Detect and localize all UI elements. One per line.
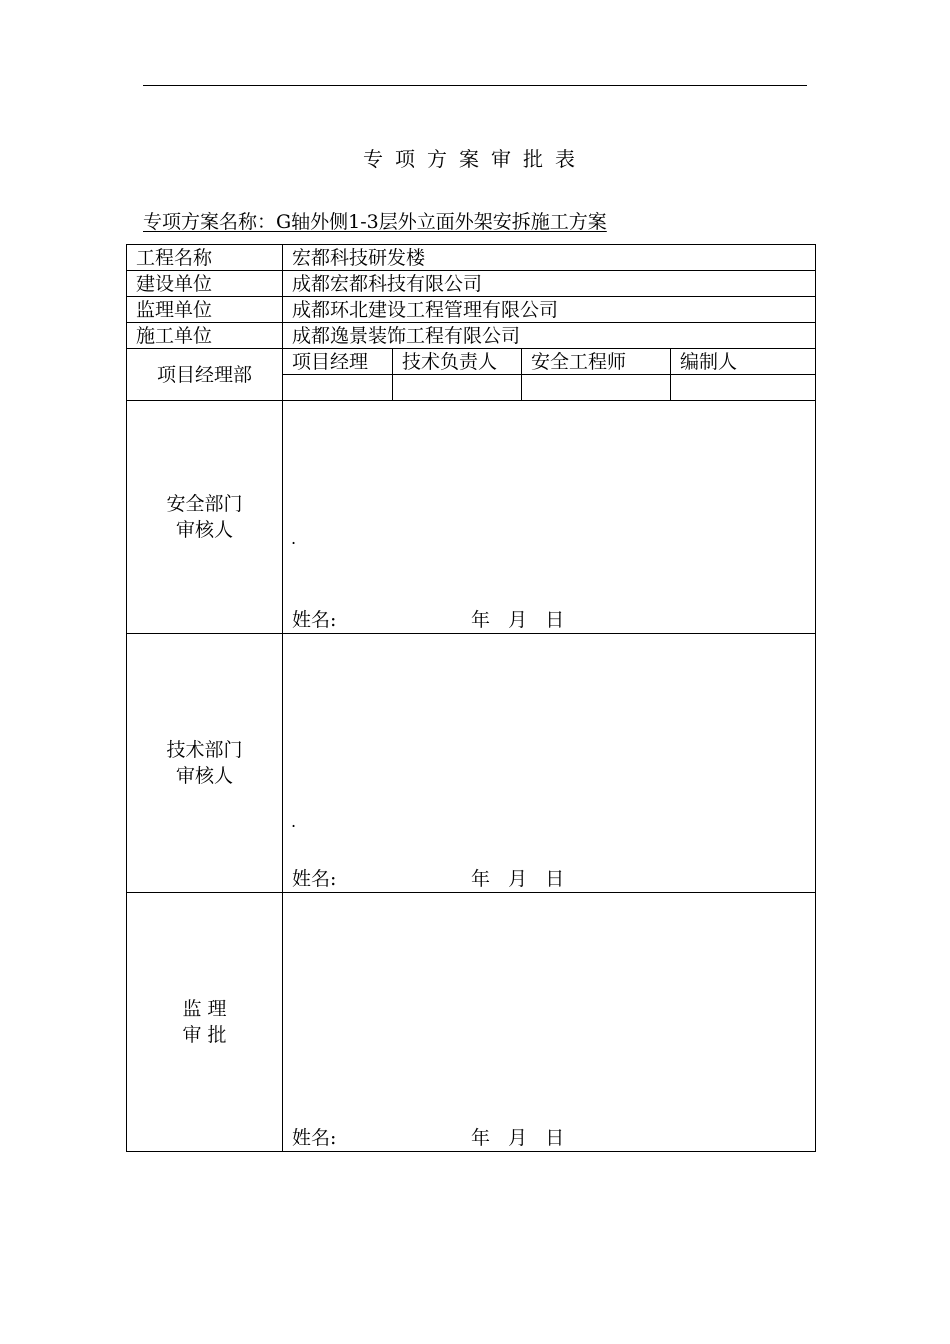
technical-lead-signature: [393, 375, 522, 401]
document-title: 专项方案审批表: [363, 147, 587, 171]
supervisor-value: 成都环北建设工程管理有限公司: [283, 297, 816, 323]
col-compiler: 编制人: [671, 349, 816, 375]
dot-mark: .: [291, 529, 297, 548]
owner-label: 建设单位: [127, 271, 283, 297]
supervision-review-row: [127, 893, 816, 1152]
info-row-contractor: [127, 323, 816, 349]
signature-date-label: 年 月 日: [471, 609, 565, 631]
col-safety-engineer: 安全工程师: [522, 349, 671, 375]
safety-review-area: [283, 401, 816, 634]
col-project-manager: 项目经理: [283, 349, 393, 375]
supervision-label-line2: 审 批: [182, 1024, 227, 1046]
project-name-label: 工程名称: [127, 245, 283, 271]
supervision-label: [127, 893, 283, 1152]
safety-review-row: [127, 401, 816, 634]
contractor-value: 成都逸景装饰工程有限公司: [283, 323, 816, 349]
signature-name-label: 姓名:: [292, 609, 337, 631]
info-row-project: [127, 245, 816, 271]
supervision-review-area: [283, 893, 816, 1152]
project-manager-signature: [283, 375, 393, 401]
signature-name-label: 姓名:: [292, 1127, 337, 1149]
technical-dept-label-line2: 审核人: [175, 765, 233, 787]
owner-value: 成都宏都科技有限公司: [283, 271, 816, 297]
project-dept-label: 项目经理部: [127, 349, 283, 401]
technical-dept-label: [127, 634, 283, 893]
signature-name-label: 姓名:: [292, 868, 337, 890]
technical-review-area: [283, 634, 816, 893]
col-technical-lead: 技术负责人: [393, 349, 522, 375]
signature-date-label: 年 月 日: [471, 868, 565, 890]
supervision-label-line1: 监 理: [182, 998, 227, 1020]
header-rule: [143, 85, 807, 86]
technical-dept-label-line1: 技术部门: [166, 739, 243, 761]
dot-mark: .: [291, 812, 297, 831]
technical-review-row: [127, 634, 816, 893]
info-row-owner: [127, 271, 816, 297]
info-row-supervisor: [127, 297, 816, 323]
compiler-signature: [671, 375, 816, 401]
supervisor-label: 监理单位: [127, 297, 283, 323]
project-name-value: 宏都科技研发楼: [283, 245, 816, 271]
scheme-name-line: 专项方案名称：G轴外侧1-3层外立面外架安拆施工方案: [143, 211, 607, 233]
contractor-label: 施工单位: [127, 323, 283, 349]
approval-table: [126, 244, 816, 1152]
safety-dept-label-line2: 审核人: [175, 519, 233, 541]
safety-dept-label: [127, 401, 283, 634]
project-dept-header-row: [127, 349, 816, 375]
signature-date-label: 年 月 日: [471, 1127, 565, 1149]
safety-dept-label-line1: 安全部门: [166, 493, 243, 515]
safety-engineer-signature: [522, 375, 671, 401]
